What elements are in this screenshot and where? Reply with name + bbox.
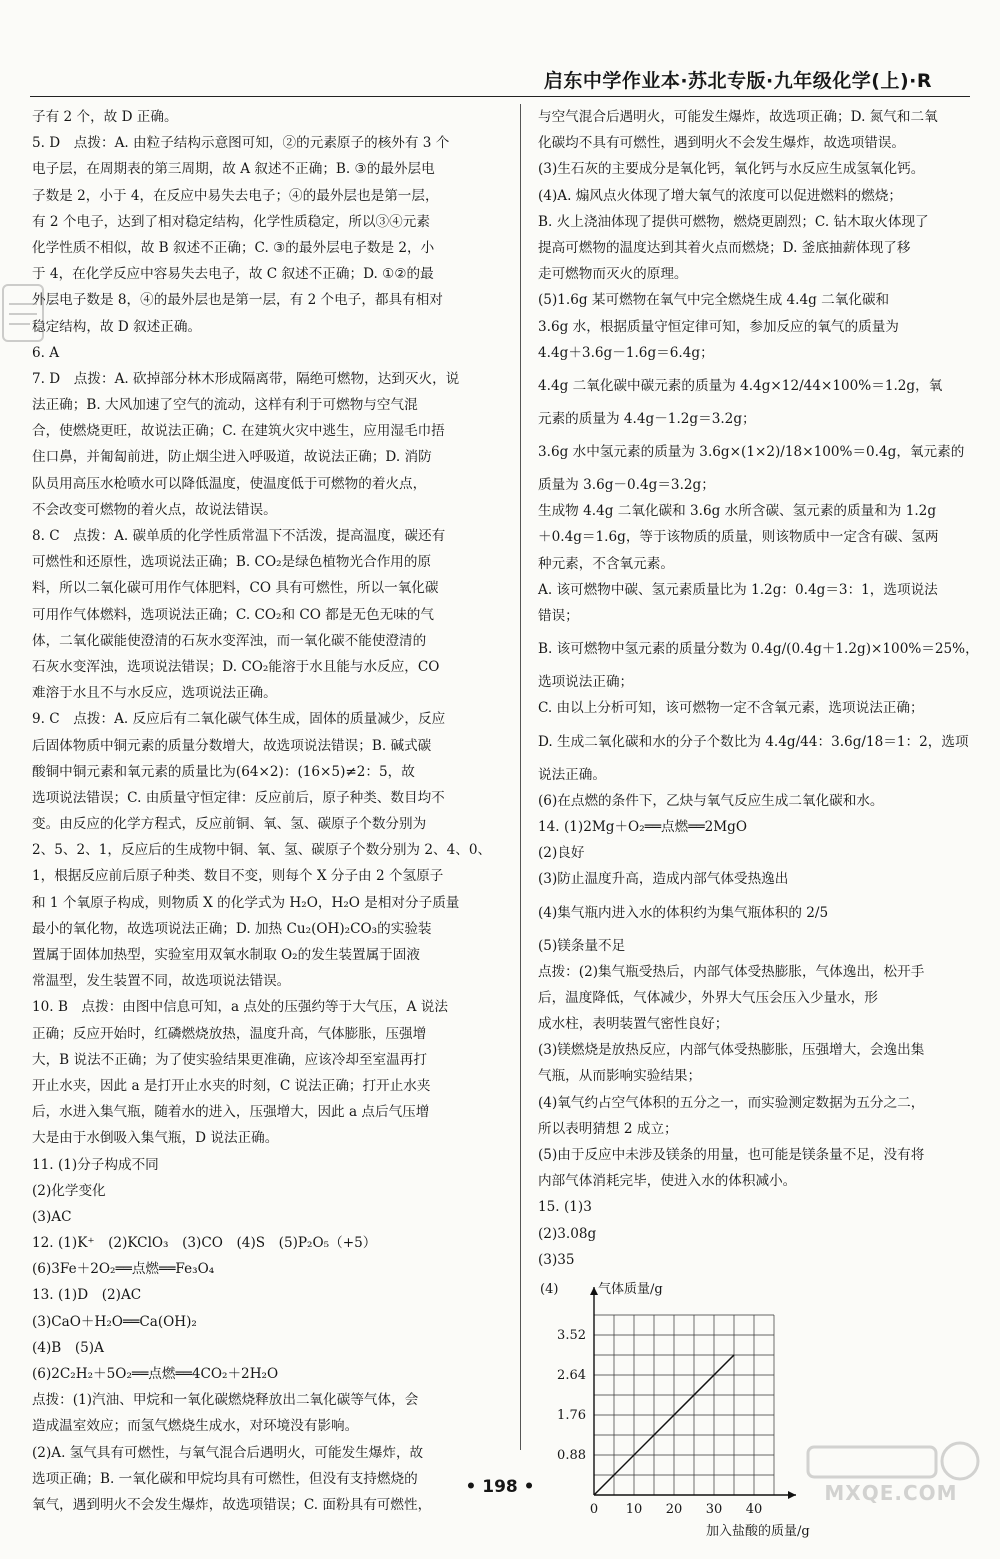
text-line: 开止水夹，因此 a 是打开止水夹的时刻，C 说法正确；打开止水夹 — [32, 1077, 431, 1094]
text-line: 成水柱，表明装置气密性良好； — [538, 1016, 729, 1033]
text-line: B. 该可燃物中氢元素的质量分数为 0.4g/(0.4g＋1.2g)×100%＝25%， — [538, 641, 979, 658]
y-tick-label: 1.76 — [557, 1407, 586, 1423]
text-line: 13. (1)D (2)AC — [32, 1287, 142, 1304]
x-axis-label: 加入盐酸的质量/g — [706, 1523, 810, 1539]
text-line: (3)生石灰的主要成分是氧化钙，氧化钙与水反应生成氢氧化钙。 — [538, 161, 925, 178]
text-line: 9. C 点拨：A. 反应后有二氧化碳气体生成，固体的质量减少，反应 — [32, 711, 446, 728]
text-line: 11. (1)分子构成不同 — [32, 1156, 159, 1173]
answer-site-watermark-icon — [798, 1441, 984, 1513]
text-line: 点拨：(1)汽油、甲烷和一氧化碳燃烧释放出二氧化碳等气体，会 — [32, 1392, 419, 1409]
text-line: 常温型，发生装置不同，故选项说法错误。 — [32, 973, 291, 990]
text-line: 正确；反应开始时，红磷燃烧放热，温度升高，气体膨胀，压强增 — [32, 1025, 427, 1042]
text-line: 大是由于水倒吸入集气瓶，D 说法正确。 — [32, 1130, 279, 1147]
text-line: 体，二氧化碳能使澄清的石灰水变浑浊，而一氧化碳不能使澄清的 — [32, 632, 427, 649]
text-line: (5)1.6g 某可燃物在氧气中完全燃烧生成 4.4g 二氧化碳和 — [538, 292, 890, 309]
text-line: 14. (1)2Mg＋O₂══点燃══2MgO — [538, 818, 747, 835]
text-line: (2)3.08g — [538, 1225, 597, 1242]
watermark-text: MXQE.COM — [824, 1481, 958, 1505]
text-line: 住口鼻，并匍匐前进，防止烟尘进入呼吸道，故说法正确；D. 消防 — [32, 449, 432, 466]
text-line: 置属于固体加热型，实验室用双氧水制取 O₂的发生装置属于固液 — [32, 947, 420, 963]
x-tick-label: 10 — [625, 1501, 643, 1517]
sticker-stamp-icon — [0, 282, 46, 344]
text-line: (3)CaO＋H₂O══Ca(OH)₂ — [32, 1313, 197, 1330]
book-title: 启东中学作业本·苏北专版·九年级化学(上)·R — [543, 70, 932, 92]
text-line: 氧气，遇到明火不会发生爆炸，故选项错误；C. 面粉具有可燃性， — [32, 1496, 432, 1513]
gas-mass-chart — [538, 1273, 978, 1559]
page-number: • 198 • — [465, 1477, 535, 1497]
text-line: 难溶于水且不与水反应，选项说法正确。 — [32, 685, 277, 702]
text-line: (4)氧气约占空气体积的五分之一，而实验测定数据为五分之二， — [538, 1094, 925, 1111]
text-line: 提高可燃物的温度达到其着火点而燃烧；D. 釜底抽薪体现了移 — [538, 239, 911, 256]
text-line: 子有 2 个，故 D 正确。 — [32, 109, 178, 125]
text-line: 可燃性和还原性，选项说法正确；B. CO₂是绿色植物光合作用的原 — [32, 554, 432, 571]
text-line: 料，所以二氧化碳可用作气体肥料，CO 具有可燃性，所以一氧化碳 — [32, 580, 439, 597]
text-line: 种元素，不含氧元素。 — [538, 555, 674, 572]
header-rule — [30, 96, 970, 97]
text-line: (3)镁燃烧是放热反应，内部气体受热膨胀，压强增大，会逸出集 — [538, 1042, 925, 1059]
text-line: (2)A. 氢气具有可燃性，与氧气混合后遇明火，可能发生爆炸，故 — [32, 1444, 424, 1461]
text-line: 6. A — [32, 344, 60, 361]
text-line: C. 由以上分析可知，该可燃物一定不含氧元素，选项说法正确； — [538, 700, 924, 717]
text-line: (6)在点燃的条件下，乙炔与氧气反应生成二氧化碳和水。 — [538, 792, 884, 809]
page-header — [0, 0, 1000, 108]
text-line: (2)良好 — [538, 845, 585, 862]
text-line: 子数是 2，小于 4，在反应中易失去电子；④的最外层也是第一层， — [32, 187, 439, 204]
y-tick-label: 2.64 — [557, 1367, 586, 1383]
text-line: 造成温室效应；而氢气燃烧生成水，对环境没有影响。 — [32, 1418, 359, 1435]
x-tick-label: 20 — [665, 1501, 683, 1517]
text-line: 选项说法错误；C. 由质量守恒定律：反应前后，原子种类、数目均不 — [32, 789, 445, 806]
text-line: D. 生成二氧化碳和水的分子个数比为 4.4g/44：3.6g/18＝1：2，选项 — [538, 733, 969, 750]
text-line: 后，水进入集气瓶，随着水的进入，压强增大，因此 a 点后气压增 — [32, 1104, 430, 1121]
text-line: 7. D 点拨：A. 砍掉部分林木形成隔离带，隔绝可燃物，达到灭火，说 — [32, 370, 460, 387]
y-axis-arrow-icon — [590, 1287, 598, 1295]
text-line: 可用作气体燃料，选项说法正确；C. CO₂和 CO 都是无色无味的气 — [32, 606, 434, 623]
text-line: 大，B 说法不正确；为了使实验结果更准确，应该冷却至室温再打 — [32, 1051, 427, 1068]
text-line: (5)镁条量不足 — [538, 937, 626, 954]
column-divider — [520, 104, 521, 1450]
text-line: (3)AC — [32, 1208, 72, 1225]
text-line: 不会改变可燃物的着火点，故说法错误。 — [32, 501, 277, 518]
text-line: ＋0.4g＝1.6g，等于该物质的质量，则该物质中一定含有碳、氢两 — [538, 529, 939, 546]
text-line: 10. B 点拨：由图中信息可知，a 点处的压强约等于大气压，A 说法 — [32, 999, 448, 1016]
text-line: (4)A. 煽风点火体现了增大氧气的浓度可以促进燃料的燃烧； — [538, 187, 902, 204]
text-line: 3.6g 水，根据质量守恒定律可知，参加反应的氧气的质量为 — [538, 318, 899, 335]
text-line: B. 火上浇油体现了提供可燃物，燃烧更剧烈；C. 钻木取火体现了 — [538, 213, 929, 230]
text-line: 12. (1)K⁺ (2)KClO₃ (3)CO (4)S (5)P₂O₅（+5） — [32, 1235, 377, 1252]
text-line: 酸铜中铜元素和氧元素的质量比为(64×2)：(16×5)≠2：5，故 — [32, 763, 415, 780]
text-line: 合，使燃烧更旺，故说法正确；C. 在建筑火灾中逃生，应用湿毛巾捂 — [32, 423, 445, 440]
text-line: 变。由反应的化学方程式，反应前铜、氧、氢、碳原子个数分别为 — [32, 816, 427, 833]
text-line: 法正确；B. 大风加速了空气的流动，这样有利于可燃物与空气混 — [32, 397, 418, 414]
text-line: 所以表明猜想 2 成立； — [538, 1120, 678, 1137]
text-line: 有 2 个电子，达到了相对稳定结构，化学性质稳定，所以③④元素 — [32, 213, 430, 230]
text-line: 点拨：(2)集气瓶受热后，内部气体受热膨胀，气体逸出，松开手 — [538, 963, 925, 980]
text-line: 和 1 个氧原子构成，则物质 X 的化学式为 H₂O，H₂O 是相对分子质量 — [32, 894, 460, 911]
text-line: 说法正确。 — [538, 766, 606, 783]
text-line: 队员用高压水枪喷水可以降低温度，使温度低于可燃物的着火点， — [32, 475, 427, 492]
text-line: 生成物 4.4g 二氧化碳和 3.6g 水所含碳、氢元素的质量和为 1.2g — [538, 503, 937, 520]
text-line: A. 该可燃物中碳、氢元素质量比为 1.2g：0.4g＝3：1，选项说法 — [538, 581, 938, 598]
y-tick-label: 0.88 — [557, 1447, 586, 1463]
x-tick-label: 0 — [589, 1501, 599, 1517]
x-tick-label: 40 — [745, 1501, 763, 1517]
text-line: 化学性质不相似，故 B 叙述不正确；C. ③的最外层电子数是 2，小 — [32, 239, 435, 256]
text-line: 于 4，在化学反应中容易失去电子，故 C 叙述不正确；D. ①②的最 — [32, 266, 434, 283]
text-line: 选项说法正确； — [538, 674, 634, 691]
text-line: 4.4g＋3.6g－1.6g＝6.4g； — [538, 344, 714, 361]
text-line: 4.4g 二氧化碳中碳元素的质量为 4.4g×12/44×100%＝1.2g，氧 — [538, 377, 943, 394]
data-series-line — [594, 1355, 734, 1495]
text-line: 8. C 点拨：A. 碳单质的化学性质常温下不活泼，提高温度，碳还有 — [32, 528, 446, 544]
chart-svg — [538, 1273, 978, 1559]
text-line: (6)3Fe＋2O₂══点燃══Fe₃O₄ — [32, 1261, 215, 1278]
text-line: 元素的质量为 4.4g－1.2g＝3.2g； — [538, 410, 756, 427]
text-line: 内部气体消耗完毕，使进入水的体积减小。 — [538, 1173, 797, 1190]
text-line: (3)35 — [538, 1251, 575, 1268]
text-line: 气瓶，从而影响实验结果； — [538, 1068, 702, 1085]
x-tick-label: 30 — [705, 1501, 723, 1517]
text-line: 1，根据反应前后原子种类、数目不变，则每个 X 分子由 2 个氢原子 — [32, 868, 444, 885]
text-line: 最小的氧化物，故选项说法正确；D. 加热 Cu₂(OH)₂CO₃的实验装 — [32, 920, 432, 937]
text-line: (5)由于反应中未涉及镁条的用量，也可能是镁条量不足，没有将 — [538, 1147, 925, 1163]
text-line: 电子层，在周期表的第三周期，故 A 叙述不正确；B. ③的最外层电 — [32, 161, 435, 178]
text-line: 化碳均不具有可燃性，遇到明火不会发生爆炸，故选项错误。 — [538, 135, 906, 152]
text-line: 5. D 点拨：A. 由粒子结构示意图可知，②的元素原子的核外有 3 个 — [32, 135, 450, 152]
text-line: (4)B (5)A — [32, 1339, 104, 1356]
text-line: 走可燃物而灭火的原理。 — [538, 266, 688, 283]
text-line: 与空气混合后遇明火，可能发生爆炸，故选项正确；D. 氮气和二氧 — [538, 109, 938, 125]
text-line: 石灰水变浑浊，选项说法错误；D. CO₂能溶于水且能与水反应，CO — [32, 658, 440, 675]
text-line: (6)2C₂H₂＋5O₂══点燃══4CO₂＋2H₂O — [32, 1366, 279, 1382]
text-line: 3.6g 水中氢元素的质量为 3.6g×(1×2)/18×100%＝0.4g，氧元素的 — [538, 444, 965, 461]
text-line: 后，温度降低，气体减少，外界大气压会压入少量水，形 — [538, 989, 878, 1006]
text-line: (2)化学变化 — [32, 1182, 106, 1199]
text-line: 选项正确；B. 一氧化碳和甲烷均具有可燃性，但没有支持燃烧的 — [32, 1470, 418, 1487]
text-line: 质量为 3.6g－0.4g＝3.2g； — [538, 477, 715, 494]
text-line: 15. (1)3 — [538, 1199, 592, 1216]
text-line: (4)集气瓶内进入水的体积约为集气瓶体积的 2/5 — [538, 904, 829, 921]
text-line: 后固体物质中铜元素的质量分数增大，故选项说法错误；B. 碱式碳 — [32, 737, 432, 754]
text-line: 错误； — [538, 608, 579, 624]
y-axis-label: 气体质量/g — [598, 1281, 663, 1297]
text-line: 外层电子数是 8，④的最外层也是第一层，有 2 个电子，都具有相对 — [32, 292, 443, 309]
text-line: 稳定结构，故 D 叙述正确。 — [32, 318, 202, 335]
chart-part-label: (4) — [540, 1281, 559, 1297]
y-tick-label: 3.52 — [557, 1327, 586, 1343]
text-line: 2、5、2、1，反应后的生成物中铜、氧、氢、碳原子个数分别为 2、4、0、 — [32, 842, 492, 859]
text-line: (3)防止温度升高，造成内部气体受热逸出 — [538, 871, 789, 888]
